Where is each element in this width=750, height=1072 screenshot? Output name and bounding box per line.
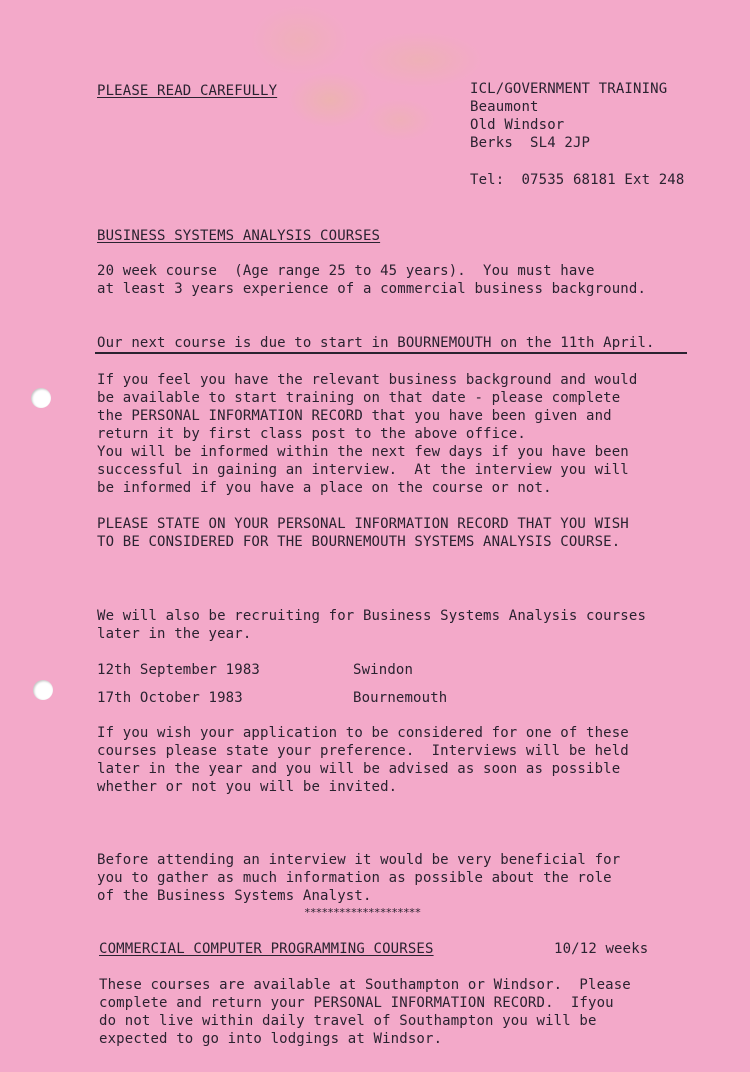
text-line: the PERSONAL INFORMATION RECORD that you have been given and: [97, 408, 612, 424]
text-line: return it by first class post to the above office.: [97, 426, 526, 442]
schedule-date: 12th September 1983: [97, 662, 260, 678]
text-line: at least 3 years experience of a commercial business background.: [97, 281, 647, 297]
address-line: Beaumont: [470, 99, 539, 115]
text-line: of the Business Systems Analyst.: [97, 888, 372, 904]
text-line: later in the year.: [97, 626, 252, 642]
text-line: successful in gaining an interview. At the interview you will: [97, 462, 629, 478]
text-line: These courses are available at Southampton or Windsor. Please: [99, 977, 631, 993]
text-line: you to gather as much information as possible about the role: [97, 870, 612, 886]
text-line: If you feel you have the relevant business background and would: [97, 372, 638, 388]
text-line: be informed if you have a place on the course or not.: [97, 480, 552, 496]
text-line: expected to go into lodgings at Windsor.: [99, 1031, 443, 1047]
text-line: TO BE CONSIDERED FOR THE BOURNEMOUTH SYSTEMS ANALYSIS COURSE.: [97, 534, 621, 550]
text-line: complete and return your PERSONAL INFORMATION RECORD. Ifyou: [99, 995, 614, 1011]
punch-hole: [33, 680, 53, 700]
text-line: whether or not you will be invited.: [97, 779, 398, 795]
telephone: Tel: 07535 68181 Ext 248: [470, 172, 685, 188]
course-duration: 10/12 weeks: [554, 941, 649, 957]
section-heading-ccp: COMMERCIAL COMPUTER PROGRAMMING COURSES: [99, 941, 434, 957]
schedule-location: Bournemouth: [353, 690, 448, 706]
text-line: courses please state your preference. Interviews will be held: [97, 743, 629, 759]
asterisk-separator: ********************: [304, 906, 421, 919]
schedule-location: Swindon: [353, 662, 414, 678]
schedule-date: 17th October 1983: [97, 690, 243, 706]
text-line: You will be informed within the next few days if you have been: [97, 444, 629, 460]
address-line: Old Windsor: [470, 117, 565, 133]
address-line: Berks SL4 2JP: [470, 135, 591, 151]
text-line: Before attending an interview it would be very beneficial for: [97, 852, 621, 868]
punch-hole: [31, 388, 51, 408]
text-line: do not live within daily travel of Southampton you will be: [99, 1013, 597, 1029]
text-line: If you wish your application to be considered for one of these: [97, 725, 629, 741]
text-line: We will also be recruiting for Business Systems Analysis courses: [97, 608, 647, 624]
underline-rule: [95, 352, 687, 354]
read-carefully-notice: PLEASE READ CAREFULLY: [97, 83, 278, 99]
text-line: 20 week course (Age range 25 to 45 years). You must have: [97, 263, 595, 279]
section-heading-bsa: BUSINESS SYSTEMS ANALYSIS COURSES: [97, 228, 381, 244]
next-course-notice: Our next course is due to start in BOURNEMOUTH on the 11th April.: [97, 335, 655, 351]
text-line: be available to start training on that date - please complete: [97, 390, 621, 406]
text-line: later in the year and you will be advised as soon as possible: [97, 761, 621, 777]
text-line: PLEASE STATE ON YOUR PERSONAL INFORMATION RECORD THAT YOU WISH: [97, 516, 629, 532]
address-line: ICL/GOVERNMENT TRAINING: [470, 81, 668, 97]
